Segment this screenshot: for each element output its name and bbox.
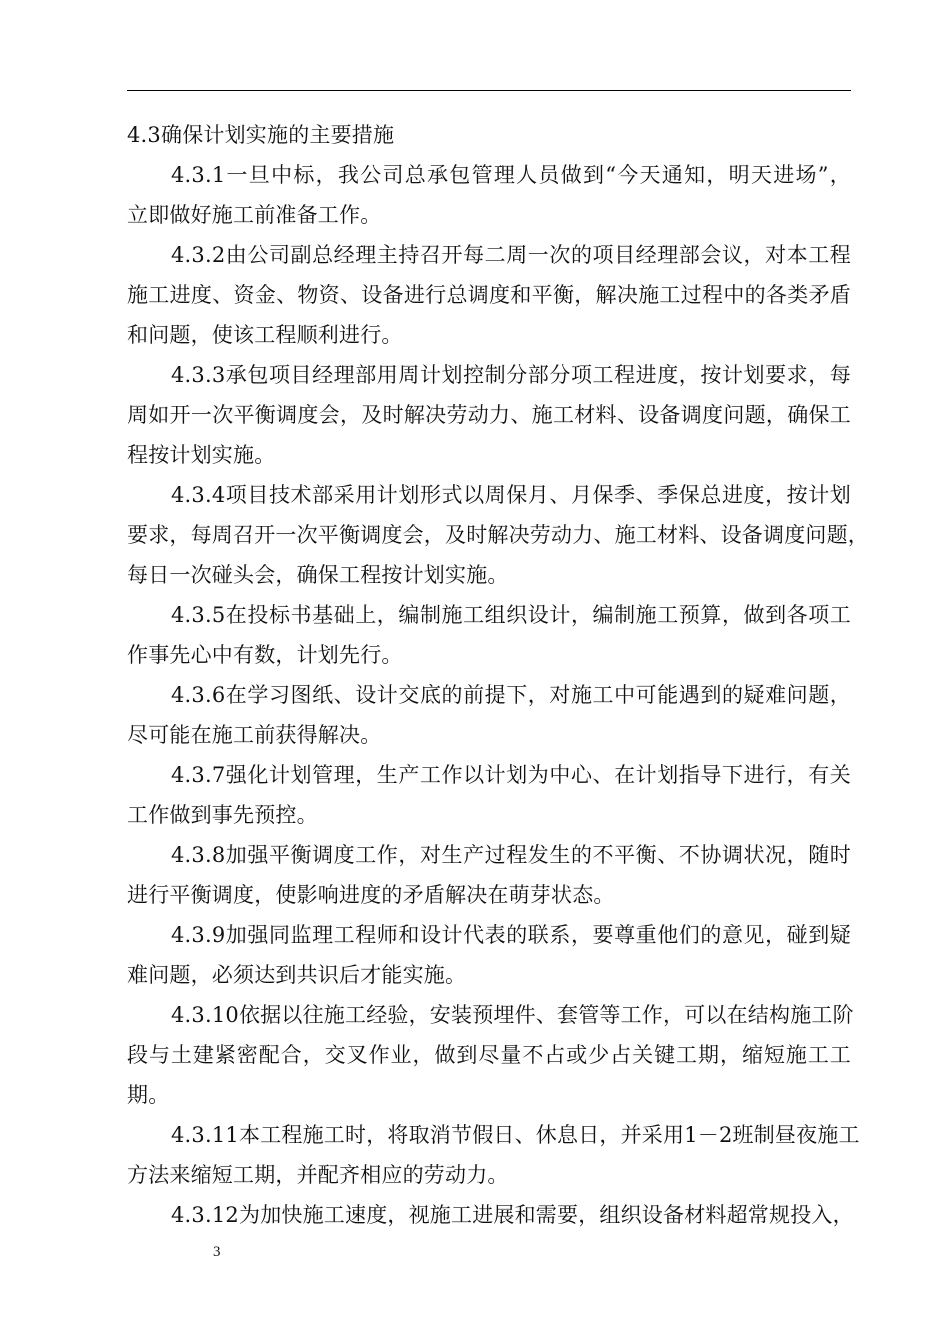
paragraph-line: 4.3.1一旦中标，我公司总承包管理人员做到“今天通知，明天进场”，: [171, 163, 851, 187]
paragraph-4-3-3: [127, 355, 851, 475]
paragraph-line: 每日一次碰头会，确保工程按计划实施。: [127, 563, 509, 587]
paragraph-line: 4.3.2由公司副总经理主持召开每二周一次的项目经理部会议，对本工程: [171, 243, 851, 267]
document-body: [127, 115, 869, 1235]
page-number: 3: [213, 1244, 221, 1260]
paragraph-line: 作事先心中有数，计划先行。: [127, 643, 403, 667]
paragraph-4-3-6: [127, 675, 851, 755]
paragraph-line: 立即做好施工前准备工作。: [127, 203, 382, 227]
paragraph-4-3-2: [127, 235, 851, 355]
paragraph-4-3-1: [127, 155, 851, 235]
paragraph-line: 和问题，使该工程顺利进行。: [127, 323, 403, 347]
paragraph-line: 施工进度、资金、物资、设备进行总调度和平衡，解决施工过程中的各类矛盾: [127, 283, 851, 307]
paragraph-line: 4.3.3承包项目经理部用周计划控制分部分项工程进度，按计划要求，每: [171, 363, 851, 387]
paragraph-line: 4.3.5在投标书基础上，编制施工组织设计，编制施工预算，做到各项工: [171, 603, 851, 627]
paragraph-4-3-8: [127, 835, 851, 915]
paragraph-line: 期。: [127, 1083, 170, 1107]
paragraph-line: 尽可能在施工前获得解决。: [127, 723, 382, 747]
paragraph-4-3-12: [127, 1195, 854, 1235]
paragraph-line: 4.3.7强化计划管理，生产工作以计划为中心、在计划指导下进行，有关: [171, 763, 851, 787]
paragraph-line: 进行平衡调度，使影响进度的矛盾解决在萌芽状态。: [127, 883, 615, 907]
paragraph-line: 4.3.12为加快施工速度，视施工进展和需要，组织设备材料超常规投入，: [171, 1203, 854, 1227]
paragraph-line: 程按计划实施。: [127, 443, 276, 467]
paragraph-line: 4.3.9加强同监理工程师和设计代表的联系，要尊重他们的意见，碰到疑: [171, 923, 851, 947]
paragraph-line: 4.3.6在学习图纸、设计交底的前提下，对施工中可能遇到的疑难问题，: [171, 683, 851, 707]
section-title: 4.3确保计划实施的主要措施: [127, 123, 395, 147]
paragraph-line: 工作做到事先预控。: [127, 803, 318, 827]
paragraph-4-3-7: [127, 755, 851, 835]
paragraph-4-3-4: [127, 475, 869, 595]
paragraph-line: 周如开一次平衡调度会，及时解决劳动力、施工材料、设备调度问题，确保工: [127, 403, 851, 427]
paragraph-line: 4.3.10依据以往施工经验，安装预埋件、套管等工作，可以在结构施工阶: [171, 1003, 854, 1027]
paragraph-line: 要求，每周召开一次平衡调度会，及时解决劳动力、施工材料、设备调度问题，: [127, 523, 869, 547]
header-rule: [127, 90, 851, 91]
paragraph-line: 难问题，必须达到共识后才能实施。: [127, 963, 467, 987]
paragraph-4-3-5: [127, 595, 851, 675]
paragraph-4-3-9: [127, 915, 851, 995]
paragraph-line: 方法来缩短工期，并配齐相应的劳动力。: [127, 1163, 509, 1187]
paragraph-4-3-10: [127, 995, 854, 1115]
paragraph-line: 4.3.11本工程施工时，将取消节假日、休息日，并采用1－2班制昼夜施工: [171, 1123, 860, 1147]
paragraph-line: 4.3.4项目技术部采用计划形式以周保月、月保季、季保总进度，按计划: [171, 483, 851, 507]
paragraph-line: 段与土建紧密配合，交叉作业，做到尽量不占或少占关键工期，缩短施工工: [127, 1043, 851, 1067]
paragraph-line: 4.3.8加强平衡调度工作，对生产过程发生的不平衡、不协调状况，随时: [171, 843, 851, 867]
paragraph-4-3-11: [127, 1115, 860, 1195]
